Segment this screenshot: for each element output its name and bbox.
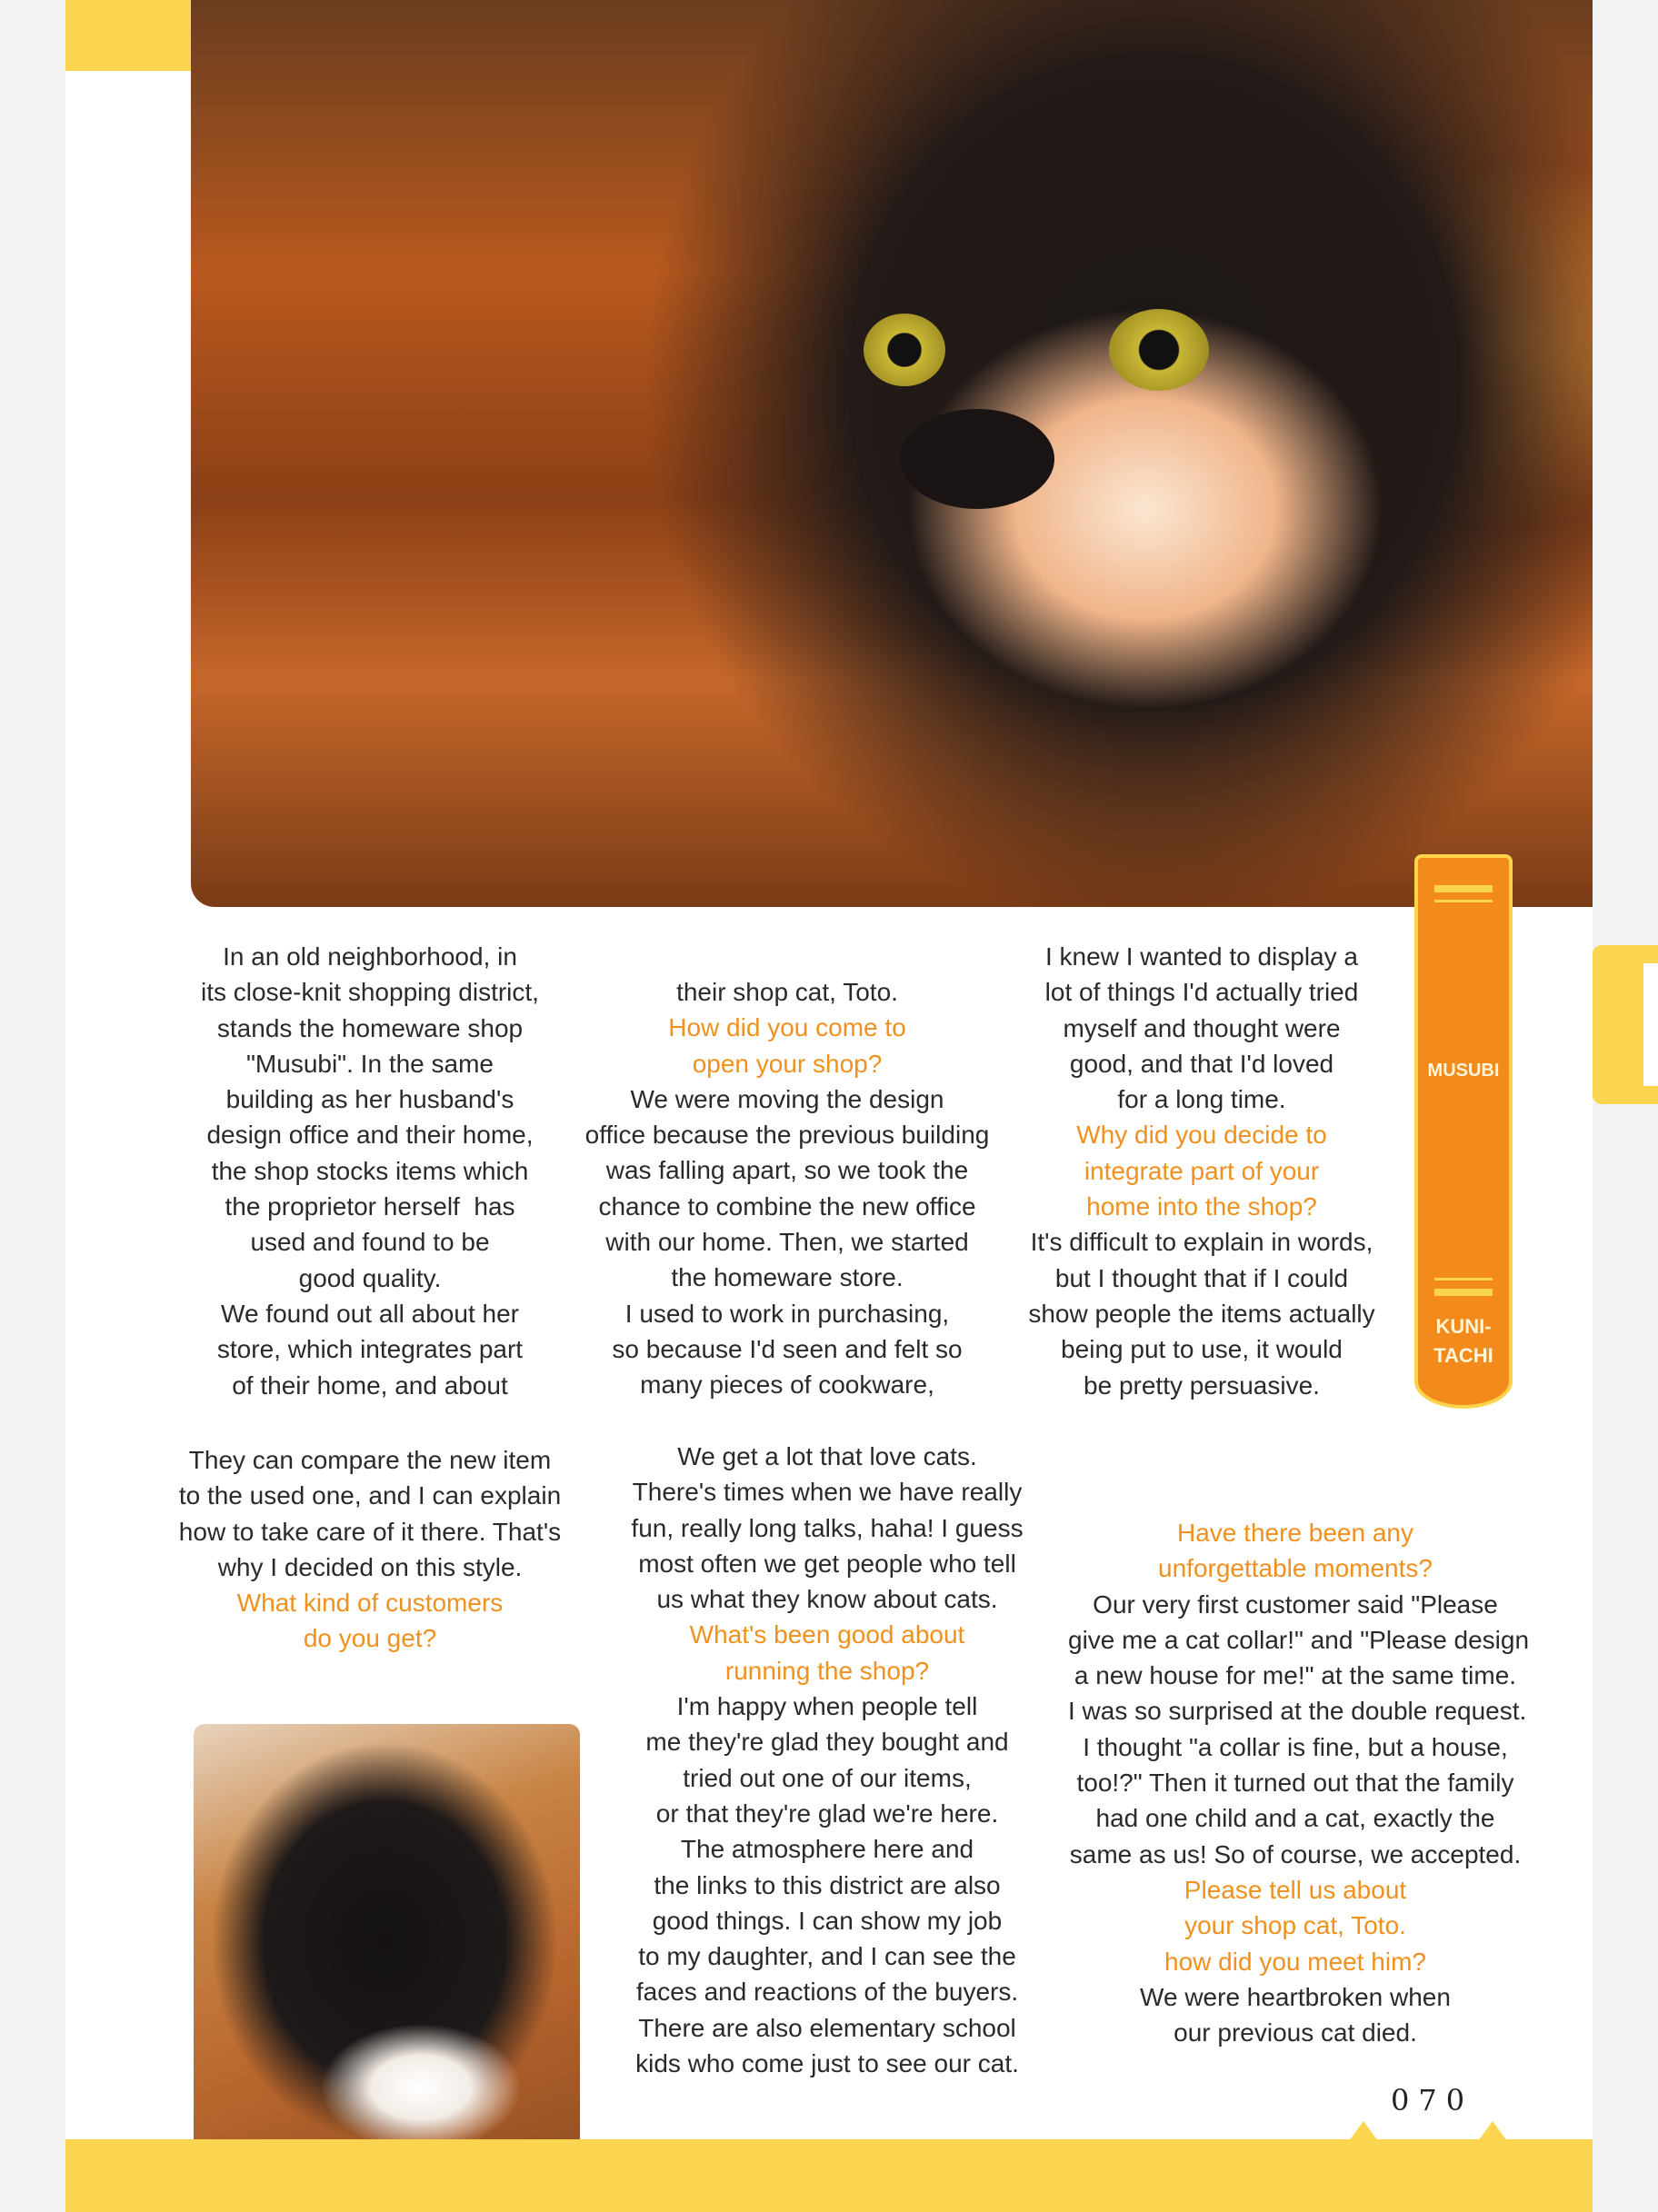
body-text-line: used and found to be bbox=[250, 1228, 490, 1257]
text-column bbox=[1068, 1515, 1530, 2050]
body-text-line: our previous cat died. bbox=[1174, 2018, 1417, 2048]
body-text-line: We were moving the design bbox=[630, 1084, 944, 1113]
interview-question-line: how did you meet him? bbox=[1164, 1947, 1426, 1976]
tag-shop-name: MUSUBI bbox=[1427, 1061, 1500, 1081]
location-tag bbox=[1414, 854, 1513, 1409]
body-text-line: so because I'd seen and felt so bbox=[612, 1334, 963, 1363]
interview-question-line: your shop cat, Toto. bbox=[1184, 1911, 1406, 1940]
body-text-line: was falling apart, so we took the bbox=[605, 1156, 969, 1185]
body-text-line: the shop stocks items which bbox=[211, 1156, 529, 1185]
body-text-line: a new house for me!" at the same time. bbox=[1074, 1661, 1517, 1690]
tag-area-line1: KUNI- bbox=[1435, 1315, 1492, 1338]
body-text-line: with our home. Then, we started bbox=[605, 1228, 969, 1257]
cat-nose bbox=[900, 409, 1054, 509]
body-text-line: lot of things I'd actually tried bbox=[1044, 978, 1359, 1007]
body-text-line: In an old neighborhood, in bbox=[223, 942, 517, 971]
tag-divider bbox=[1434, 1278, 1493, 1280]
body-text-line: of their home, and about bbox=[232, 1370, 508, 1400]
page-number: 070 bbox=[1391, 2083, 1474, 2117]
body-text-line: show people the items actually bbox=[1028, 1299, 1375, 1328]
body-text-line: I knew I wanted to display a bbox=[1045, 942, 1358, 971]
body-text-line: stands the homeware shop bbox=[216, 1013, 524, 1042]
band-notch bbox=[1478, 2121, 1507, 2141]
text-column bbox=[560, 974, 1014, 1403]
interview-question-line: What kind of customers bbox=[236, 1589, 504, 1618]
body-text-line: why I decided on this style. bbox=[217, 1552, 523, 1581]
body-text-line: It's difficult to explain in words, bbox=[1030, 1228, 1373, 1257]
body-text-line: being put to use, it would bbox=[1061, 1335, 1343, 1364]
bottom-yellow-band bbox=[65, 2139, 1593, 2212]
body-text-line: Our very first customer said "Please bbox=[1093, 1589, 1498, 1619]
text-column bbox=[974, 939, 1429, 1403]
interview-question-line: unforgettable moments? bbox=[1158, 1554, 1433, 1583]
body-text-line: good things. I can show my job bbox=[652, 1906, 1003, 1935]
interview-question-line: What's been good about bbox=[689, 1620, 965, 1649]
body-text-line: had one child and a cat, exactly the bbox=[1095, 1804, 1495, 1833]
interview-question-line: Please tell us about bbox=[1184, 1875, 1407, 1904]
body-text-line: design office and their home, bbox=[206, 1121, 534, 1150]
body-text-line: to my daughter, and I can see the bbox=[638, 1942, 1016, 1971]
tag-area-line2: TACHI bbox=[1433, 1344, 1493, 1367]
body-text-line: We found out all about her bbox=[221, 1299, 519, 1328]
body-text-line: the links to this district are also bbox=[654, 1870, 1001, 1899]
body-text-line: good, and that I'd loved bbox=[1069, 1049, 1334, 1078]
interview-question-line: do you get? bbox=[303, 1624, 437, 1653]
body-text-line: the homeware store. bbox=[671, 1263, 904, 1292]
body-text-line: me they're glad they bought and bbox=[645, 1728, 1009, 1757]
page-edge-tab bbox=[1593, 945, 1658, 1104]
cat-eye-left bbox=[864, 314, 945, 386]
body-text-line: The atmosphere here and bbox=[680, 1835, 974, 1864]
hero-cat-photo bbox=[191, 0, 1593, 907]
interview-question-line: integrate part of your bbox=[1084, 1156, 1320, 1185]
interview-question-line: running the shop? bbox=[724, 1656, 930, 1685]
body-text-line: office because the previous building bbox=[584, 1121, 990, 1150]
interview-question-line: open your shop? bbox=[692, 1049, 883, 1078]
body-text-line: building as her husband's bbox=[225, 1085, 514, 1114]
body-text-line: most often we get people who tell bbox=[638, 1549, 1016, 1578]
body-text-line: give me a cat collar!" and "Please design bbox=[1068, 1625, 1530, 1654]
body-text-line: be pretty persuasive. bbox=[1084, 1370, 1320, 1400]
body-text-line: for a long time. bbox=[1117, 1085, 1286, 1114]
body-text-line: many pieces of cookware, bbox=[640, 1370, 934, 1400]
body-text-line: too!?" Then it turned out that the family bbox=[1076, 1769, 1514, 1798]
body-text-line: They can compare the new item bbox=[188, 1446, 552, 1474]
body-text-line: its close-knit shopping district, bbox=[201, 978, 539, 1007]
body-text-line: myself and thought were bbox=[1063, 1013, 1341, 1042]
body-text-line: but I thought that if I could bbox=[1054, 1263, 1349, 1292]
interview-question-line: Why did you decide to bbox=[1076, 1121, 1327, 1150]
body-text-line: kids who come just to see our cat. bbox=[635, 2049, 1019, 2078]
body-text-line: store, which integrates part bbox=[216, 1335, 524, 1364]
tag-divider bbox=[1434, 1289, 1493, 1296]
body-text-line: There are also elementary school bbox=[638, 2013, 1016, 2042]
interview-question-line: How did you come to bbox=[668, 1013, 906, 1042]
body-text-line: We get a lot that love cats. bbox=[677, 1442, 977, 1470]
body-text-line: how to take care of it there. That's bbox=[178, 1517, 562, 1546]
tag-divider bbox=[1434, 900, 1493, 902]
body-text-line: or that they're glad we're here. bbox=[655, 1798, 999, 1828]
body-text-line: us what they know about cats. bbox=[656, 1585, 998, 1614]
body-text-line: to the used one, and I can explain bbox=[178, 1481, 562, 1510]
yellow-corner-block bbox=[65, 0, 191, 71]
body-text-line: I was so surprised at the double request. bbox=[1068, 1697, 1527, 1726]
body-text-line: good quality. bbox=[298, 1263, 442, 1292]
body-text-line: the proprietor herself has bbox=[225, 1192, 515, 1221]
tag-divider bbox=[1434, 885, 1493, 892]
band-notch bbox=[1349, 2121, 1378, 2141]
text-column bbox=[143, 1442, 597, 1657]
text-column bbox=[600, 1439, 1054, 2081]
body-text-line: "Musubi". In the same bbox=[245, 1049, 494, 1078]
body-text-line: same as us! So of course, we accepted. bbox=[1069, 1839, 1522, 1868]
cat-eye-right bbox=[1109, 309, 1209, 391]
body-text-line: tried out one of our items, bbox=[683, 1763, 972, 1792]
body-text-line: I used to work in purchasing, bbox=[624, 1299, 950, 1328]
body-text-line: chance to combine the new office bbox=[598, 1191, 976, 1221]
text-column bbox=[143, 939, 597, 1403]
body-text-line: their shop cat, Toto. bbox=[676, 978, 898, 1006]
body-text-line: I'm happy when people tell bbox=[676, 1692, 978, 1721]
interview-question-line: home into the shop? bbox=[1086, 1192, 1317, 1221]
body-text-line: faces and reactions of the buyers. bbox=[635, 1978, 1019, 2007]
body-text-line: We were heartbroken when bbox=[1140, 1982, 1451, 2011]
interview-question-line: Have there been any bbox=[1177, 1519, 1413, 1547]
body-text-line: There's times when we have really bbox=[632, 1478, 1023, 1507]
body-text-line: I thought "a collar is fine, but a house, bbox=[1083, 1732, 1508, 1761]
body-text-line: fun, really long talks, haha! I guess bbox=[631, 1513, 1024, 1542]
